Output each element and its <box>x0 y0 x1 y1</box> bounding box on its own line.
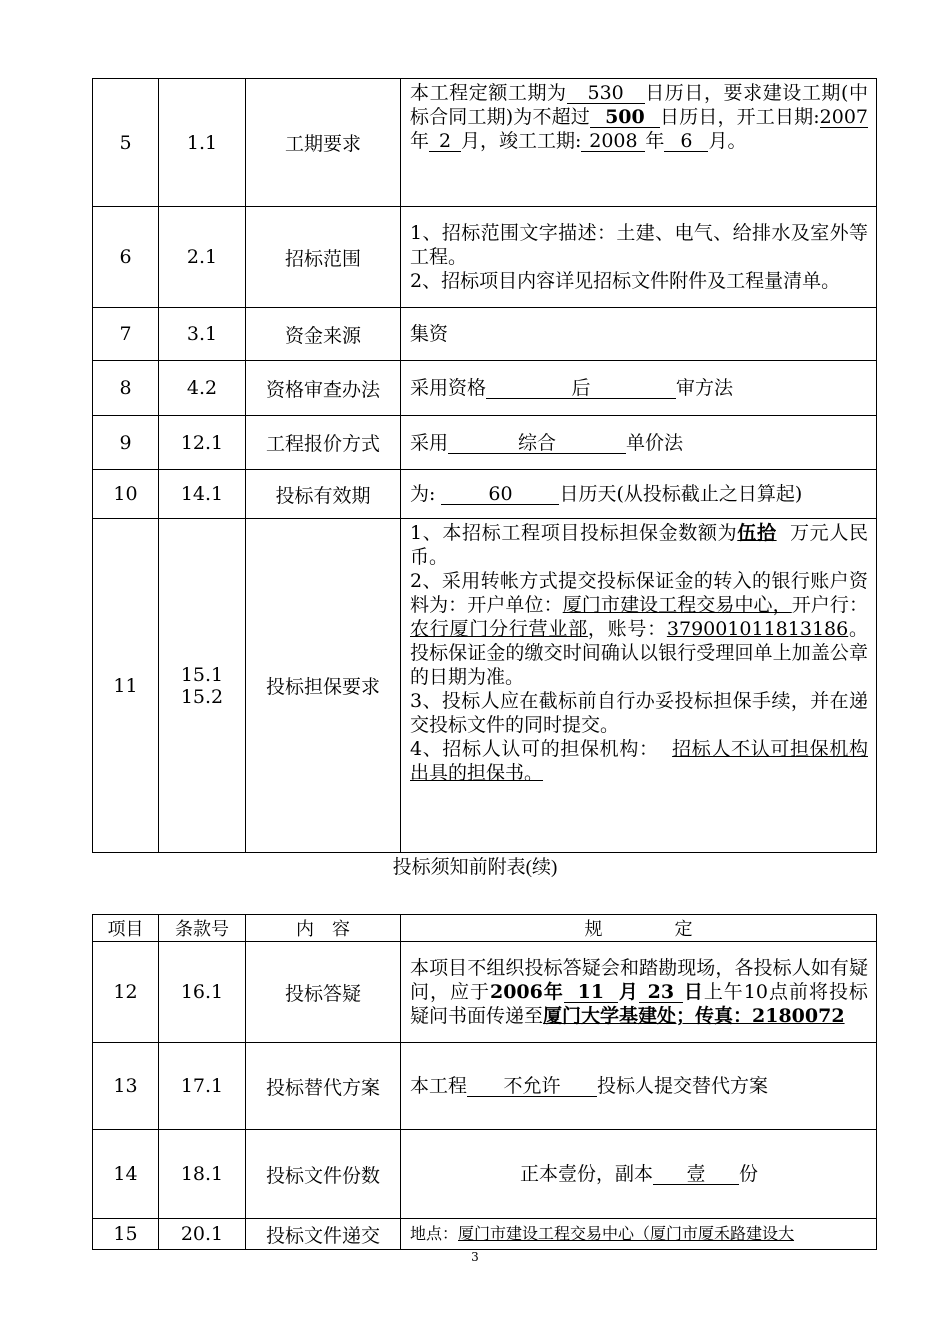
table-row <box>93 308 877 361</box>
header-content: 内 容 <box>246 915 401 942</box>
clause-number: 17.1 <box>159 1043 246 1130</box>
requirement-cell: 采用 综合 单价法 <box>401 416 877 470</box>
table-row <box>93 470 877 519</box>
item-name: 投标文件份数 <box>246 1130 401 1219</box>
item-name: 投标有效期 <box>246 470 401 519</box>
requirement-cell: 正本壹份，副本 壹 份 <box>401 1130 877 1219</box>
page-number: 3 <box>471 1250 479 1264</box>
table-row <box>93 361 877 416</box>
clause-number: 15.1 15.2 <box>159 519 246 853</box>
clause-number: 2.1 <box>159 207 246 308</box>
requirement-cell: 采用资格 后 审方法 <box>401 361 877 416</box>
requirement-cell: 本项目不组织投标答疑会和踏勘现场，各投标人如有疑问，应于2006年 11 月 23 日上午10点前将投标疑问书面传递至厦门大学基建处；传真：2180072 <box>401 942 877 1043</box>
item-name: 投标答疑 <box>246 942 401 1043</box>
table-row <box>93 1043 877 1130</box>
requirement-cell: 1、本招标工程项目投标担保金数额为伍拾 万元人民币。 2、采用转帐方式提交投标保证金的转入的银行账户资料为：开户单位：厦门市建设工程交易中心，开户行：农行厦门分行营业部，账号：379001011813186。投标保证金的缴交时间确认以银行受理回单上加盖公章的日期为准。 3、投标人应在截标前自行办妥投标担保手续，并在递交投标文件的同时提交。 4、招标人认可的担保机构： 招标人不认可担保机构出具的担保书。 <box>401 519 877 853</box>
table-row <box>93 207 877 308</box>
row-number: 8 <box>93 361 159 416</box>
requirement-cell: 1、招标范围文字描述：土建、电气、给排水及室外等工程。 2、招标项目内容详见招标文件附件及工程量清单。 <box>401 207 877 308</box>
row-number: 13 <box>93 1043 159 1130</box>
header-item: 项目 <box>93 915 159 942</box>
table-header-row <box>93 915 877 942</box>
clause-number: 20.1 <box>159 1219 246 1250</box>
row-number: 9 <box>93 416 159 470</box>
clause-number: 14.1 <box>159 470 246 519</box>
clause-number: 3.1 <box>159 308 246 361</box>
header-clause: 条款号 <box>159 915 246 942</box>
clause-number: 12.1 <box>159 416 246 470</box>
clause-number: 16.1 <box>159 942 246 1043</box>
item-name: 投标替代方案 <box>246 1043 401 1130</box>
clause-number: 18.1 <box>159 1130 246 1219</box>
table-caption: 投标须知前附表(续) <box>392 857 558 878</box>
clause-number: 1.1 <box>159 79 246 207</box>
requirement-cell: 为: 60 日历天(从投标截止之日算起) <box>401 470 877 519</box>
row-number: 15 <box>93 1219 159 1250</box>
row-number: 5 <box>93 79 159 207</box>
table-row <box>93 942 877 1043</box>
item-name: 投标文件递交 <box>246 1219 401 1250</box>
bid-notice-table-part1 <box>92 78 877 853</box>
table-row <box>93 1219 877 1250</box>
item-name: 资格审查办法 <box>246 361 401 416</box>
table-row <box>93 1130 877 1219</box>
item-name: 工期要求 <box>246 79 401 207</box>
row-number: 12 <box>93 942 159 1043</box>
row-number: 7 <box>93 308 159 361</box>
requirement-cell: 集资 <box>401 308 877 361</box>
item-name: 投标担保要求 <box>246 519 401 853</box>
row-number: 6 <box>93 207 159 308</box>
header-provision: 规 定 <box>401 915 877 942</box>
item-name: 工程报价方式 <box>246 416 401 470</box>
clause-number: 4.2 <box>159 361 246 416</box>
item-name: 招标范围 <box>246 207 401 308</box>
table-row <box>93 519 877 853</box>
item-name: 资金来源 <box>246 308 401 361</box>
table-row <box>93 416 877 470</box>
requirement-cell: 地点：厦门市建设工程交易中心（厦门市厦禾路建设大 <box>401 1219 877 1250</box>
row-number: 10 <box>93 470 159 519</box>
row-number: 11 <box>93 519 159 853</box>
requirement-cell: 本工程 不允许 投标人提交替代方案 <box>401 1043 877 1130</box>
row-number: 14 <box>93 1130 159 1219</box>
table-row <box>93 79 877 207</box>
requirement-cell: 本工程定额工期为 530 日历日，要求建设工期(中标合同工期)为不超过 500 日历日，开工日期:2007年 2 月，竣工工期: 2008 年 6 月。 <box>401 79 877 207</box>
bid-notice-table-part2 <box>92 914 877 1250</box>
